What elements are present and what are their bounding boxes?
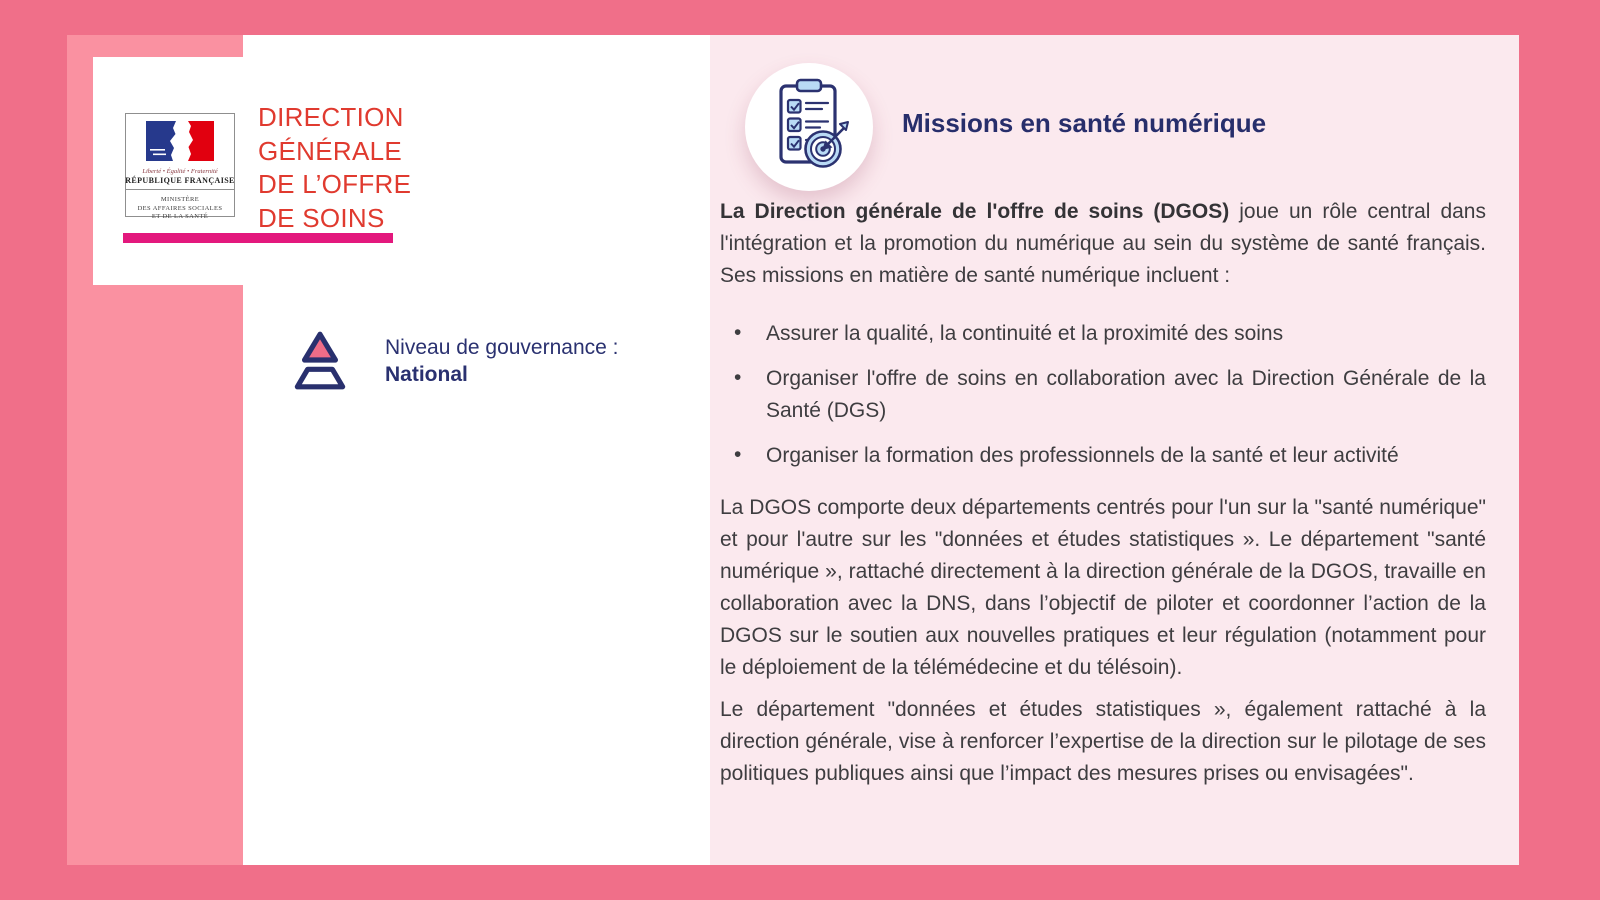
- missions-title: Missions en santé numérique: [902, 108, 1267, 138]
- logo-divider: [126, 189, 234, 190]
- ministry-name-line: ET DE LA SANTÉ: [151, 213, 209, 220]
- statistics-paragraph: Le département "données et études statistiques », également rattaché à la direction générale, vise à renforcer l’expertise de la direction sur le pilotage de ses politiques publiques ainsi que l’impact des mesures prises ou envisagées".: [720, 698, 1486, 785]
- bullet-item: [720, 318, 1486, 350]
- bullet-text: Assurer la qualité, la continuité et la proximité des soins: [766, 322, 1284, 345]
- missions-icon-circle: [745, 63, 873, 191]
- republic-text: RÉPUBLIQUE FRANÇAISE: [125, 176, 235, 185]
- departments-paragraph: La DGOS comporte deux départements centrés pour l'un sur la "santé numérique" et pour l'autre sur les "données et études statistiques ». Le département "santé numérique », rattaché directement à la direction générale de la DGOS, travaille en collaboration avec la DNS, dans l’objectif de piloter et coordonner l’action de la DGOS sur le soutien aux nouvelles pratiques et leur régulation (notamment pour le déploiement de la télémédecine et du télésoin).: [720, 496, 1486, 679]
- accent-bar: [123, 233, 393, 243]
- governance-label: Niveau de gouvernance :: [385, 336, 619, 359]
- bullet-icon: •: [734, 443, 742, 466]
- missions-body: [720, 196, 1486, 790]
- missions-panel: [710, 35, 1519, 865]
- governance-row: [285, 328, 619, 397]
- motto-text: Liberté • Égalité • Fraternité: [142, 168, 218, 175]
- intro-paragraph: [720, 196, 1486, 292]
- dgos-title: [258, 101, 411, 235]
- missions-bullet-list: [720, 318, 1486, 472]
- intro-bold-text: La Direction générale de l'offre de soins (DGOS): [720, 200, 1230, 223]
- ministry-name: [138, 196, 223, 222]
- dgos-title-line: GÉNÉRALE: [258, 135, 403, 166]
- logo-card: [93, 57, 693, 285]
- dgos-title-line: DE L’OFFRE: [258, 169, 412, 199]
- clipboard-target-icon: [753, 69, 865, 186]
- bullet-item: [720, 363, 1486, 427]
- bullet-item: [720, 440, 1486, 472]
- dgos-title-line: DE SOINS: [258, 202, 385, 233]
- french-flag-marianne-icon: [144, 121, 216, 166]
- content-card: [67, 35, 1519, 865]
- pyramid-icon: [285, 328, 355, 397]
- ministry-logo: [125, 113, 235, 220]
- governance-text: [385, 335, 619, 388]
- ministry-name-line: DES AFFAIRES SOCIALES: [137, 204, 223, 212]
- intro-rest-text: joue un rôle central dans l'intégration et la promotion du numérique au sein du système de santé français. Ses missions en matière de santé numérique incluent :: [720, 200, 1486, 287]
- bullet-text: Organiser la formation des professionnels de la santé et leur activité: [766, 444, 1399, 467]
- governance-value: National: [385, 362, 468, 386]
- bullet-icon: •: [734, 366, 742, 389]
- bullet-text: Organiser l'offre de soins en collaboration avec la Direction Générale de la Santé (DGS): [766, 367, 1486, 422]
- dgos-title-line: DIRECTION: [258, 102, 404, 132]
- ministry-name-line: MINISTÈRE: [160, 196, 200, 203]
- bullet-icon: •: [734, 321, 742, 344]
